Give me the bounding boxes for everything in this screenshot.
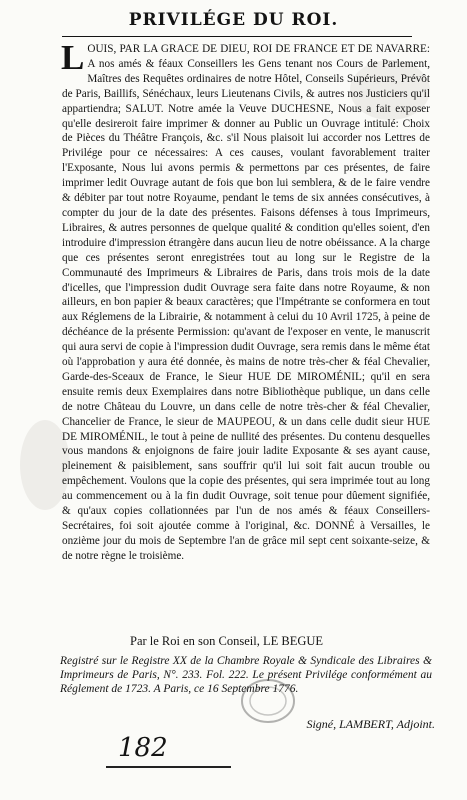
- handwritten-number: 182: [118, 733, 168, 763]
- drop-cap: L: [61, 38, 85, 77]
- handwritten-underline: [106, 766, 231, 768]
- privilege-text: [61, 38, 430, 564]
- council-signoff: Par le Roi en son Conseil, LE BEGUE: [130, 634, 324, 648]
- title-rule: [62, 36, 412, 37]
- privilege-paragraph: [61, 38, 430, 564]
- adjoint-signature: Signé, LAMBERT, Adjoint.: [306, 717, 435, 731]
- paragraph-text: OUIS, PAR LA GRACE DE DIEU, ROI DE FRANCE ET DE NAVARRE: A nos amés & féaux Conseillers les Gens tenant nos Cours de Parlement, Maîtres des Requêtes ordinaires de notre Hôtel, Conseils Supérieurs, Prévôt de Paris, Baillifs, Sénéchaux, leurs Lieutenans Civils, & autres nos Justiciers qu'il appartiendra; SALUT. Notre amée la Veuve DUCHESNE, Nous a fait exposer qu'elle desireroit faire imprimer & donner au Public un Ouvrage intitulé: Choix de Pièces du Théâtre François, &c. s'il Nous plaisoit lui accorder nos Lettres de Privilége pour ce nécessaires: A ces causes, voulant favorablement traiter l'Exposante, Nous lui avons permis & permettons par ces présentes, de faire imprimer ledit Ouvrage autant de fois que bon lui semblera, & de le faire vendre & débiter par tout notre Royaume, pendant le tems de six années consécutives, à compter du jour de la date des présentes. Faisons défenses à tous Imprimeurs, Libraires, & autres personnes de quelque qualité & condition qu'elles soient, d'en introduire d'impression étrangère dans aucun lieu de notre obéissance. A la charge que ces présentes seront enregistrées tout au long sur le Registre de la Communauté des Imprimeurs & Libraires de Paris, dans trois mois de la date d'icelles, que l'impression dudit Ouvrage sera faite dans notre Royaume, & non ailleurs, en bon papier & beaux caractères; que l'Impétrante se conformera en tout aux Réglemens de la Librairie, & notamment à celui du 10 Avril 1725, à peine de déchéance de la présente Permission: qu'avant de l'exposer en vente, le manuscrit qui aura servi de copie à l'impression dudit Ouvrage, sera remis dans le même état où l'approbation y aura été donnée, ès mains de notre très-cher & féal Chevalier, Garde-des-Sceaux de France, le Sieur HUE DE MIROMÉNIL; qu'il en sera ensuite remis deux Exemplaires dans notre Bibliothèque publique, un dans celle de notre Château du Louvre, un dans celle de notre très-cher & féal Chevalier, Chancelier de France, le sieur de MAUPEOU, & un dans celle dudit sieur HUE DE MIROMÉNIL, le tout à peine de nullité des présentes. Du contenu desquelles vous mandons & enjoignons de faire jouir ladite Exposante & ses ayant cause, pleinement & paisiblement, sans souffrir qu'il lui soit fait aucun trouble ou empêchement. Voulons que la copie des présentes, qui sera imprimée tout au long au commencement ou à la fin dudit Ouvrage, soit tenue pour dûement signifiée, & qu'aux copies collationnées par l'un de nos amés & féaux Conseillers-Secrétaires, foi soit ajoutée comme à l'original, &c. DONNÉ à Versailles, le onzième jour du mois de Septembre l'an de grâce mil sept cent soixante-seize, & de notre règne le troisième.: [62, 43, 430, 562]
- page-title: PRIVILÉGE DU ROI.: [128, 10, 339, 30]
- registration-note: Registré sur le Registre XX de la Chambre Royale & Syndicale des Libraires & Imprimeurs de Paris, N°. 233. Fol. 222. Le présent Privilége conformément au Réglement de 1723. A Paris, ce 16 Septembre 1776.: [60, 655, 432, 695]
